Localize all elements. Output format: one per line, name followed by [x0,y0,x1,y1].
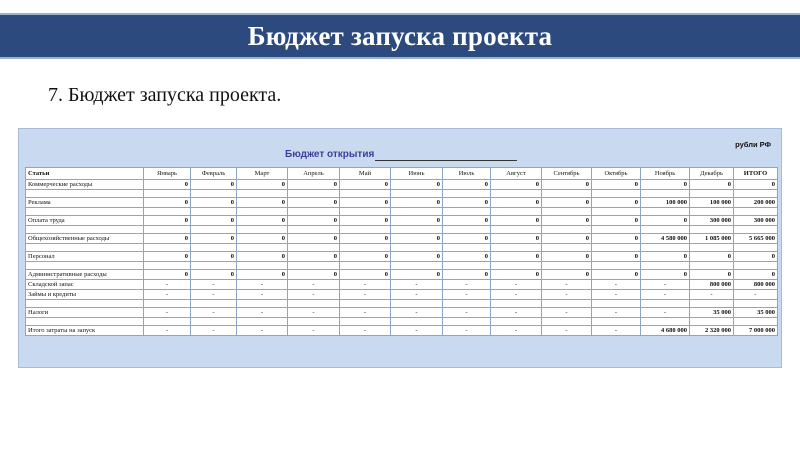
column-header: Март [237,168,288,180]
empty-cell [26,208,144,216]
table-cell: - [491,280,542,290]
empty-cell [391,208,443,216]
table-cell: - [391,290,443,300]
table-cell: 0 [144,198,191,208]
empty-cell [734,226,778,234]
table-cell: 0 [734,252,778,262]
empty-cell [491,190,542,198]
column-header: Январь [144,168,191,180]
empty-cell [26,318,144,326]
empty-cell [237,318,288,326]
table-cell: 0 [592,270,641,280]
empty-cell [592,262,641,270]
column-header: Октябрь [592,168,641,180]
table-row [26,252,778,262]
empty-cell [690,190,734,198]
empty-cell [288,244,340,252]
empty-cell [491,300,542,308]
table-cell: 0 [237,180,288,190]
section-heading: 7. Бюджет запуска проекта. [48,84,282,106]
column-header: Статьи [26,168,144,180]
empty-cell [144,226,191,234]
empty-cell [690,318,734,326]
empty-cell [237,300,288,308]
empty-cell [340,244,391,252]
spacer-row [26,208,778,216]
table-cell: 4 680 000 [641,326,690,336]
table-cell: 100 000 [690,198,734,208]
empty-cell [592,318,641,326]
table-cell: 0 [542,180,592,190]
table-cell: - [641,290,690,300]
empty-cell [288,190,340,198]
table-cell: 0 [592,198,641,208]
empty-cell [237,244,288,252]
budget-sheet [18,128,782,368]
table-cell: - [191,280,237,290]
table-cell: - [542,290,592,300]
table-cell: 0 [191,198,237,208]
table-cell: 0 [288,234,340,244]
slide-title: Бюджет запуска проекта [247,20,553,51]
table-cell: 0 [340,198,391,208]
empty-cell [542,300,592,308]
table-cell: - [237,308,288,318]
row-label: Складской запас [26,280,144,290]
empty-cell [542,208,592,216]
currency-label: рубли РФ [735,140,771,149]
empty-cell [641,208,690,216]
table-cell: - [288,280,340,290]
table-cell: 800 000 [734,280,778,290]
title-underline [375,160,517,161]
empty-cell [144,244,191,252]
spacer-row [26,190,778,198]
table-cell: - [491,326,542,336]
table-cell: 300 000 [734,216,778,226]
sheet-title: Бюджет открытия [285,149,375,160]
table-row [26,290,778,300]
empty-cell [690,208,734,216]
table-cell: 0 [734,180,778,190]
empty-cell [237,208,288,216]
empty-cell [26,262,144,270]
table-cell: 0 [391,180,443,190]
empty-cell [491,262,542,270]
table-cell: - [144,308,191,318]
table-cell: 0 [340,180,391,190]
table-cell: 0 [592,180,641,190]
table-cell: - [641,280,690,290]
empty-cell [288,300,340,308]
table-cell: 0 [542,252,592,262]
table-cell: - [237,280,288,290]
spacer-row [26,244,778,252]
table-cell: 0 [288,252,340,262]
empty-cell [641,244,690,252]
table-cell: 0 [391,216,443,226]
row-label: Персонал [26,252,144,262]
empty-cell [191,190,237,198]
table-cell: - [237,290,288,300]
table-cell: 0 [191,252,237,262]
column-header: Май [340,168,391,180]
column-header: Август [491,168,542,180]
empty-cell [237,226,288,234]
empty-cell [592,226,641,234]
table-cell: - [592,326,641,336]
table-cell: 0 [641,270,690,280]
table-cell: 0 [592,252,641,262]
table-cell: 0 [340,252,391,262]
table-cell: - [391,280,443,290]
empty-cell [26,244,144,252]
empty-cell [542,262,592,270]
empty-cell [443,318,491,326]
table-cell: - [592,290,641,300]
table-cell: 100 000 [641,198,690,208]
table-cell: 0 [542,234,592,244]
table-header-row [26,168,778,180]
empty-cell [542,318,592,326]
table-cell: 0 [391,252,443,262]
table-cell: - [391,326,443,336]
column-header: Июль [443,168,491,180]
spacer-row [26,226,778,234]
empty-cell [288,226,340,234]
empty-cell [391,262,443,270]
empty-cell [391,226,443,234]
header-bar [0,13,800,59]
empty-cell [542,244,592,252]
empty-cell [641,262,690,270]
empty-cell [592,190,641,198]
table-cell: - [144,326,191,336]
table-cell: 0 [491,216,542,226]
table-cell: 0 [690,180,734,190]
column-header: Апрель [288,168,340,180]
row-label: Реклама [26,198,144,208]
empty-cell [542,226,592,234]
empty-cell [443,244,491,252]
table-row [26,216,778,226]
table-cell: - [340,308,391,318]
table-cell: 0 [144,270,191,280]
empty-cell [734,262,778,270]
empty-cell [191,300,237,308]
empty-cell [734,300,778,308]
empty-cell [288,318,340,326]
table-cell: 0 [191,216,237,226]
empty-cell [690,244,734,252]
empty-cell [690,262,734,270]
table-cell: 7 000 000 [734,326,778,336]
column-header: Декабрь [690,168,734,180]
table-cell: 0 [592,216,641,226]
table-cell: 5 665 000 [734,234,778,244]
table-cell: - [288,326,340,336]
empty-cell [191,244,237,252]
empty-cell [734,318,778,326]
column-header: Февраль [191,168,237,180]
table-cell: - [391,308,443,318]
table-cell: 0 [491,234,542,244]
table-cell: 0 [443,270,491,280]
table-cell: 200 000 [734,198,778,208]
table-row [26,280,778,290]
table-cell: 0 [734,270,778,280]
empty-cell [443,300,491,308]
empty-cell [641,300,690,308]
table-cell: 0 [542,270,592,280]
table-cell: - [641,308,690,318]
empty-cell [340,226,391,234]
table-row [26,326,778,336]
table-cell: 0 [288,198,340,208]
empty-cell [443,190,491,198]
empty-cell [391,300,443,308]
table-cell: 0 [491,252,542,262]
table-cell: 0 [144,216,191,226]
table-cell: - [191,308,237,318]
empty-cell [690,300,734,308]
table-cell: 4 580 000 [641,234,690,244]
table-cell: - [144,290,191,300]
table-cell: - [340,326,391,336]
empty-cell [144,318,191,326]
empty-cell [491,318,542,326]
table-cell: - [288,290,340,300]
empty-cell [288,208,340,216]
table-cell: - [542,308,592,318]
table-cell: 800 000 [690,280,734,290]
empty-cell [641,226,690,234]
column-header: Июнь [391,168,443,180]
table-cell: 0 [237,198,288,208]
table-cell: - [237,326,288,336]
table-row [26,308,778,318]
spacer-row [26,300,778,308]
empty-cell [592,244,641,252]
empty-cell [641,190,690,198]
row-label: Общехозяйственные расходы [26,234,144,244]
table-cell: - [191,290,237,300]
table-cell: - [340,280,391,290]
empty-cell [592,208,641,216]
empty-cell [340,190,391,198]
row-label: Коммерческие расходы [26,180,144,190]
table-cell: - [592,308,641,318]
table-row [26,234,778,244]
empty-cell [641,318,690,326]
row-label: Займы и кредиты [26,290,144,300]
table-cell: - [443,290,491,300]
table-cell: 0 [542,198,592,208]
empty-cell [340,208,391,216]
empty-cell [391,318,443,326]
table-cell: 35 000 [690,308,734,318]
empty-cell [734,208,778,216]
empty-cell [340,318,391,326]
table-cell: 0 [690,270,734,280]
table-cell: - [542,280,592,290]
table-cell: - [491,308,542,318]
empty-cell [288,262,340,270]
empty-cell [237,190,288,198]
row-label: Административные расходы [26,270,144,280]
empty-cell [592,300,641,308]
table-cell: 35 000 [734,308,778,318]
spacer-row [26,318,778,326]
table-cell: 0 [391,234,443,244]
table-row [26,198,778,208]
table-cell: - [734,290,778,300]
table-cell: - [443,308,491,318]
row-label: Итого затраты на запуск [26,326,144,336]
table-cell: 0 [288,270,340,280]
table-cell: 0 [288,216,340,226]
table-cell: 0 [340,270,391,280]
spacer-row [26,262,778,270]
empty-cell [26,300,144,308]
table-cell: 0 [443,180,491,190]
table-cell: 0 [288,180,340,190]
column-header: Сентябрь [542,168,592,180]
row-label: Налоги [26,308,144,318]
empty-cell [340,262,391,270]
empty-cell [144,262,191,270]
table-cell: 0 [191,180,237,190]
empty-cell [340,300,391,308]
table-cell: 0 [144,180,191,190]
table-cell: 0 [340,234,391,244]
table-row [26,270,778,280]
table-cell: 0 [191,234,237,244]
empty-cell [542,190,592,198]
table-cell: 0 [491,198,542,208]
table-cell: 0 [690,252,734,262]
empty-cell [734,190,778,198]
table-cell: - [191,326,237,336]
table-cell: 0 [443,234,491,244]
table-cell: 2 320 000 [690,326,734,336]
empty-cell [26,226,144,234]
table-cell: 0 [641,180,690,190]
empty-cell [144,190,191,198]
table-cell: 0 [237,270,288,280]
table-cell: 0 [144,252,191,262]
table-cell: - [491,290,542,300]
table-cell: 0 [443,252,491,262]
empty-cell [391,190,443,198]
empty-cell [144,208,191,216]
empty-cell [191,318,237,326]
table-row [26,180,778,190]
table-cell: - [144,280,191,290]
budget-table [25,167,778,336]
empty-cell [443,262,491,270]
table-cell: 1 085 000 [690,234,734,244]
empty-cell [491,244,542,252]
table-cell: 0 [340,216,391,226]
table-cell: - [443,280,491,290]
empty-cell [144,300,191,308]
table-cell: - [443,326,491,336]
table-cell: 0 [542,216,592,226]
table-cell: - [592,280,641,290]
table-cell: 0 [443,198,491,208]
table-cell: 0 [592,234,641,244]
table-cell: 0 [641,216,690,226]
table-cell: - [288,308,340,318]
table-cell: - [542,326,592,336]
empty-cell [690,226,734,234]
table-cell: 0 [237,234,288,244]
empty-cell [237,262,288,270]
empty-cell [191,262,237,270]
table-cell: 0 [641,252,690,262]
empty-cell [391,244,443,252]
table-cell: 0 [391,198,443,208]
column-header: Ноябрь [641,168,690,180]
empty-cell [734,244,778,252]
empty-cell [491,208,542,216]
empty-cell [191,208,237,216]
table-cell: 0 [144,234,191,244]
table-cell: - [690,290,734,300]
table-cell: 0 [443,216,491,226]
table-cell: 0 [491,180,542,190]
table-cell: 0 [491,270,542,280]
table-cell: 0 [191,270,237,280]
table-cell: 0 [237,216,288,226]
empty-cell [443,208,491,216]
table-cell: 0 [391,270,443,280]
empty-cell [443,226,491,234]
row-label: Оплата труда [26,216,144,226]
empty-cell [491,226,542,234]
table-cell: 300 000 [690,216,734,226]
empty-cell [191,226,237,234]
column-header: ИТОГО [734,168,778,180]
empty-cell [26,190,144,198]
table-cell: - [340,290,391,300]
table-cell: 0 [237,252,288,262]
